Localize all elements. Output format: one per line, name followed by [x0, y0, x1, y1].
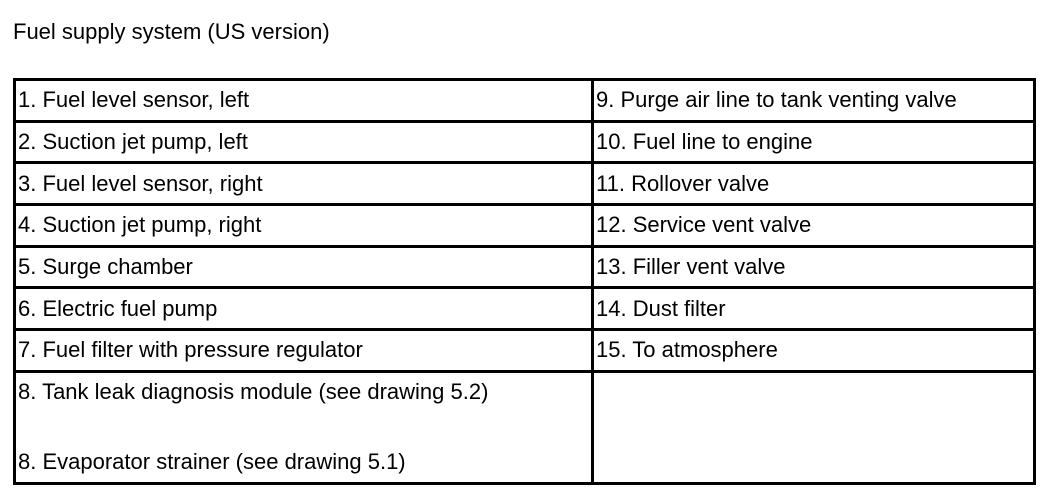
- legend-item: 14. Dust filter: [593, 288, 1035, 330]
- table-row: [15, 246, 1035, 288]
- legend-item: 6. Electric fuel pump: [15, 288, 593, 330]
- table-row: [15, 371, 1035, 483]
- legend-item: 11. Rollover valve: [593, 163, 1035, 205]
- legend-item: 7. Fuel filter with pressure regulator: [15, 330, 593, 372]
- legend-item: 4. Suction jet pump, right: [15, 205, 593, 247]
- table-row: [15, 330, 1035, 372]
- legend-item-lines: [18, 379, 591, 475]
- table-row: [15, 80, 1035, 122]
- page-title: Fuel supply system (US version): [13, 19, 330, 44]
- legend-item: 5. Surge chamber: [15, 246, 593, 288]
- legend-table: [13, 78, 1036, 485]
- legend-item: 13. Filler vent valve: [593, 246, 1035, 288]
- legend-item: 10. Fuel line to engine: [593, 121, 1035, 163]
- table-row: [15, 205, 1035, 247]
- table-row: [15, 121, 1035, 163]
- legend-line: 8. Tank leak diagnosis module (see drawing 5.2): [18, 379, 489, 405]
- legend-item-multiline: [15, 371, 593, 483]
- legend-item: 15. To atmosphere: [593, 330, 1035, 372]
- legend-item: 12. Service vent valve: [593, 205, 1035, 247]
- legend-item: 2. Suction jet pump, left: [15, 121, 593, 163]
- legend-item: 9. Purge air line to tank venting valve: [593, 80, 1035, 122]
- legend-line: 8. Evaporator strainer (see drawing 5.1): [18, 449, 406, 475]
- legend-item: 3. Fuel level sensor, right: [15, 163, 593, 205]
- legend-item: 1. Fuel level sensor, left: [15, 80, 593, 122]
- table-row: [15, 163, 1035, 205]
- table-row: [15, 288, 1035, 330]
- empty-cell: [593, 371, 1035, 483]
